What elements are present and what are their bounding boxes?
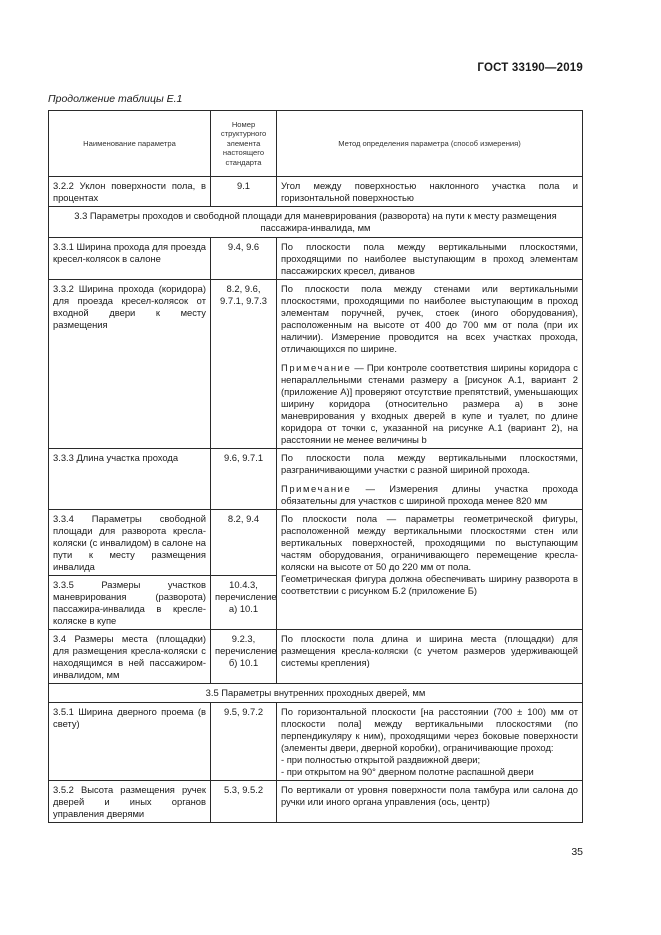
row-method: [277, 449, 583, 510]
section-heading: 3.5 Параметры внутренних проходных дверей, мм: [49, 684, 583, 703]
note: [281, 483, 578, 507]
method-list-item: - при полностью открытой раздвижной двери;: [281, 754, 481, 765]
method-text: По плоскости пола — параметры геометрической фигуры, расположенной между вертикальными плоскостями стен или вертикальных поверхностей, проходящими по выступающим частям оборудования, ограничивающего перемещение кресла-коляски на высоте от 50 до 220 мм от пола.: [281, 513, 578, 572]
row-element-number: 9.4, 9.6: [211, 238, 277, 280]
row-element-number: 8.2, 9.4: [211, 510, 277, 576]
method-text: По плоскости пола между стенами или вертикальными плоскостями, проходящими по наиболее выступающим в проход элементам поручней, ручек, стоек (иного оборудования), расположенным на высоте от 400 до 700 мм от пола (при их наличии). Измерение проводится на всех участках прохода, отличающихся по ширине.: [281, 283, 578, 354]
note-text: — Измерения длины участка прохода обязательны для участков с шириной прохода менее 820 мм: [281, 483, 578, 506]
table-header-row: [49, 111, 583, 177]
table-row: [49, 280, 583, 449]
row-parameter-name: 3.5.1 Ширина дверного проема (в свету): [49, 703, 211, 781]
note-label: Примечание: [281, 483, 352, 494]
method-list-item: - при открытом на 90° дверном полотне распашной двери: [281, 766, 534, 777]
row-element-number: 10.4.3, перечисление а) 10.1: [211, 576, 277, 630]
row-method: [277, 703, 583, 781]
row-parameter-name: 3.3.5 Размеры участков маневрирования (разворота) пассажира-инвалида в кресле-коляске в купе: [49, 576, 211, 630]
table-row: [49, 781, 583, 823]
row-method: Угол между поверхностью наклонного участка пола и горизонтальной поверхностью: [277, 177, 583, 207]
row-method: По плоскости пола длина и ширина места (площадки) для размещения кресла-коляски (с учетом размеров удерживающей системы крепления): [277, 630, 583, 684]
parameters-table: [48, 110, 583, 823]
method-text-continued: Геометрическая фигура должна обеспечивать ширину разворота в соответствии с рисунком Б.2 (приложение Б): [281, 573, 578, 596]
row-element-number: 9.2.3, перечисление б) 10.1: [211, 630, 277, 684]
row-element-number: 5.3, 9.5.2: [211, 781, 277, 823]
row-method: [277, 280, 583, 449]
header-parameter-name: Наименование параметра: [49, 111, 211, 177]
table-row: [49, 449, 583, 510]
method-text: По горизонтальной плоскости [на расстоянии (700 ± 100) мм от плоскости пола] между вертикальными плоскостями (по перпендикуляру к ним), проходящими через боковые поверхности (элементы двери, дверной коробки), ограничивающие проход:: [281, 706, 578, 753]
row-element-number: 9.5, 9.7.2: [211, 703, 277, 781]
table-row: [49, 510, 583, 576]
row-parameter-name: 3.2.2 Уклон поверхности пола, в процентах: [49, 177, 211, 207]
note-text: — При контроле соответствия ширины коридора с непараллельными стенами размеру а [рисунок А.1, вариант 2 (приложение А)] проверяют отсутствие препятствий, уменьшающих ширину коридора (относительно размера а) в зоне маневрирования у входных дверей в купе и туалет, по длине коридора от точки с, указанной на рисунке А.1 (вариант 2), на расстоянии не менее величины b: [281, 362, 578, 445]
table-row: [49, 177, 583, 207]
row-method: [277, 510, 583, 630]
row-element-number: 8.2, 9.6, 9.7.1, 9.7.3: [211, 280, 277, 449]
row-element-number: 9.1: [211, 177, 277, 207]
row-parameter-name: 3.5.2 Высота размещения ручек дверей и иных органов управления дверями: [49, 781, 211, 823]
header-element-number: Номер структурного элемента настоящего стандарта: [211, 111, 277, 177]
table-row: [49, 703, 583, 781]
note: [281, 362, 578, 446]
row-parameter-name: 3.4 Размеры места (площадки) для размещения кресла-коляски с находящимся в ней пассажиром-инвалидом, мм: [49, 630, 211, 684]
note-label: Примечание: [281, 362, 352, 373]
row-element-number: 9.6, 9.7.1: [211, 449, 277, 510]
row-method: По плоскости пола между вертикальными плоскостями, проходящими по наиболее выступающим в проход элементам пассажирских кресел, диванов: [277, 238, 583, 280]
method-text: По плоскости пола между вертикальными плоскостями, разграничивающими участки с разной шириной прохода.: [281, 452, 578, 475]
page-number: 35: [571, 846, 583, 858]
row-method: По вертикали от уровня поверхности пола тамбура или салона до ручки или иного органа управления (ось, центр): [277, 781, 583, 823]
header-method: Метод определения параметра (способ измерения): [277, 111, 583, 177]
row-parameter-name: 3.3.2 Ширина прохода (коридора) для проезда кресел-колясок от входной двери к месту размещения: [49, 280, 211, 449]
row-parameter-name: 3.3.1 Ширина прохода для проезда кресел-колясок в салоне: [49, 238, 211, 280]
table-row: [49, 238, 583, 280]
table-row: [49, 630, 583, 684]
section-row: [49, 207, 583, 238]
standard-code: ГОСТ 33190—2019: [477, 62, 583, 74]
row-parameter-name: 3.3.4 Параметры свободной площади для разворота кресла-коляски (с инвалидом) в салоне на пути к месту размещения инвалида: [49, 510, 211, 576]
section-row: [49, 684, 583, 703]
section-heading: 3.3 Параметры проходов и свободной площади для маневрирования (разворота) на пути к месту размещения пассажира-инвалида, мм: [49, 207, 583, 238]
table-continuation-caption: Продолжение таблицы Е.1: [48, 93, 183, 105]
row-parameter-name: 3.3.3 Длина участка прохода: [49, 449, 211, 510]
